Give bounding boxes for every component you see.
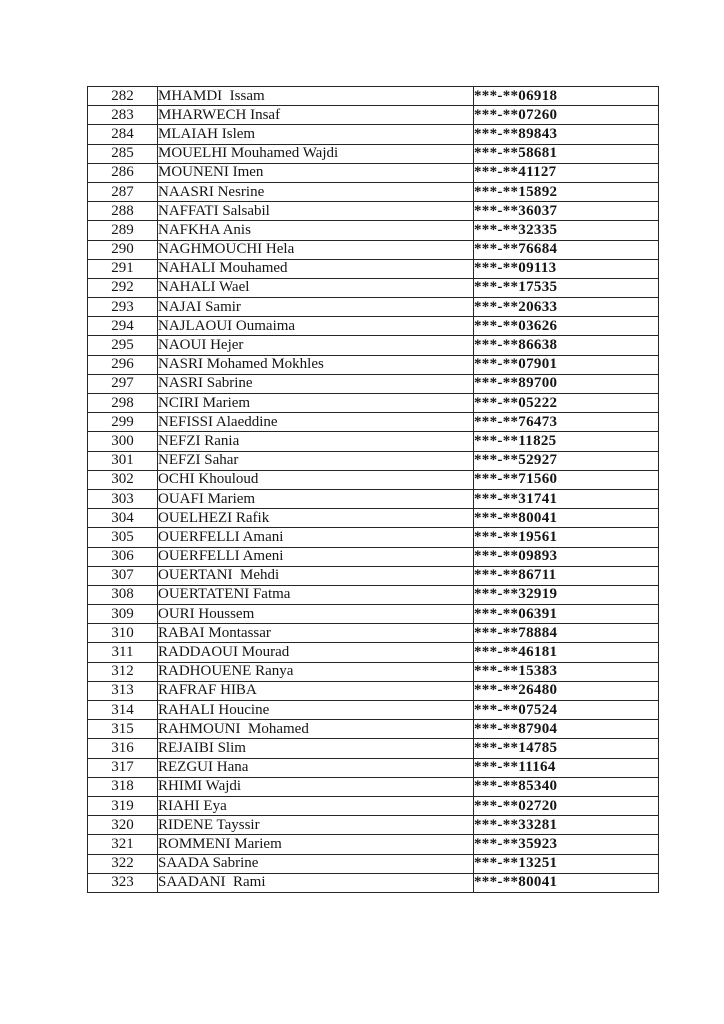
name-cell: MLAIAH Islem bbox=[158, 125, 474, 144]
masked-id-cell: ***-**15383 bbox=[474, 662, 659, 681]
masked-id-cell: ***-**32919 bbox=[474, 585, 659, 604]
row-number-cell: 286 bbox=[88, 163, 158, 182]
row-number-cell: 323 bbox=[88, 873, 158, 892]
name-cell: NAGHMOUCHI Hela bbox=[158, 240, 474, 259]
table-row bbox=[88, 202, 659, 221]
row-number-cell: 294 bbox=[88, 317, 158, 336]
name-cell: OUELHEZI Rafik bbox=[158, 509, 474, 528]
table-row bbox=[88, 835, 659, 854]
name-cell: RHIMI Wajdi bbox=[158, 777, 474, 796]
name-cell: SAADANI Rami bbox=[158, 873, 474, 892]
row-number-cell: 316 bbox=[88, 739, 158, 758]
masked-id-cell: ***-**76473 bbox=[474, 413, 659, 432]
masked-id-cell: ***-**89843 bbox=[474, 125, 659, 144]
masked-id-cell: ***-**07901 bbox=[474, 355, 659, 374]
table-row bbox=[88, 374, 659, 393]
row-number-cell: 321 bbox=[88, 835, 158, 854]
name-cell: OUERFELLI Ameni bbox=[158, 547, 474, 566]
roster-body bbox=[88, 87, 659, 893]
table-row bbox=[88, 259, 659, 278]
table-row bbox=[88, 566, 659, 585]
masked-id-cell: ***-**86638 bbox=[474, 336, 659, 355]
table-row bbox=[88, 451, 659, 470]
table-row bbox=[88, 278, 659, 297]
row-number-cell: 306 bbox=[88, 547, 158, 566]
masked-id-cell: ***-**15892 bbox=[474, 182, 659, 201]
name-cell: RADDAOUI Mourad bbox=[158, 643, 474, 662]
table-row bbox=[88, 509, 659, 528]
table-row bbox=[88, 470, 659, 489]
name-cell: OUERTANI Mehdi bbox=[158, 566, 474, 585]
masked-id-cell: ***-**11825 bbox=[474, 432, 659, 451]
row-number-cell: 317 bbox=[88, 758, 158, 777]
row-number-cell: 288 bbox=[88, 202, 158, 221]
row-number-cell: 313 bbox=[88, 681, 158, 700]
masked-id-cell: ***-**09113 bbox=[474, 259, 659, 278]
masked-id-cell: ***-**17535 bbox=[474, 278, 659, 297]
row-number-cell: 311 bbox=[88, 643, 158, 662]
row-number-cell: 297 bbox=[88, 374, 158, 393]
masked-id-cell: ***-**80041 bbox=[474, 873, 659, 892]
masked-id-cell: ***-**26480 bbox=[474, 681, 659, 700]
row-number-cell: 293 bbox=[88, 298, 158, 317]
row-number-cell: 282 bbox=[88, 87, 158, 106]
masked-id-cell: ***-**36037 bbox=[474, 202, 659, 221]
table-row bbox=[88, 873, 659, 892]
name-cell: RAHMOUNI Mohamed bbox=[158, 720, 474, 739]
table-row bbox=[88, 585, 659, 604]
masked-id-cell: ***-**33281 bbox=[474, 816, 659, 835]
name-cell: NAHALI Mouhamed bbox=[158, 259, 474, 278]
name-cell: NASRI Sabrine bbox=[158, 374, 474, 393]
name-cell: NAFFATI Salsabil bbox=[158, 202, 474, 221]
row-number-cell: 319 bbox=[88, 796, 158, 815]
name-cell: OCHI Khouloud bbox=[158, 470, 474, 489]
masked-id-cell: ***-**35923 bbox=[474, 835, 659, 854]
table-row bbox=[88, 528, 659, 547]
name-cell: RIAHI Eya bbox=[158, 796, 474, 815]
masked-id-cell: ***-**06918 bbox=[474, 87, 659, 106]
table-row bbox=[88, 701, 659, 720]
name-cell: NAOUI Hejer bbox=[158, 336, 474, 355]
masked-id-cell: ***-**78884 bbox=[474, 624, 659, 643]
table-row bbox=[88, 317, 659, 336]
table-row bbox=[88, 489, 659, 508]
table-row bbox=[88, 432, 659, 451]
masked-id-cell: ***-**41127 bbox=[474, 163, 659, 182]
name-cell: NEFZI Rania bbox=[158, 432, 474, 451]
name-cell: NAASRI Nesrine bbox=[158, 182, 474, 201]
name-cell: NASRI Mohamed Mokhles bbox=[158, 355, 474, 374]
row-number-cell: 312 bbox=[88, 662, 158, 681]
row-number-cell: 283 bbox=[88, 106, 158, 125]
table-row bbox=[88, 182, 659, 201]
masked-id-cell: ***-**58681 bbox=[474, 144, 659, 163]
row-number-cell: 303 bbox=[88, 489, 158, 508]
masked-id-cell: ***-**52927 bbox=[474, 451, 659, 470]
masked-id-cell: ***-**06391 bbox=[474, 605, 659, 624]
masked-id-cell: ***-**02720 bbox=[474, 796, 659, 815]
row-number-cell: 291 bbox=[88, 259, 158, 278]
row-number-cell: 296 bbox=[88, 355, 158, 374]
name-cell: REJAIBI Slim bbox=[158, 739, 474, 758]
row-number-cell: 320 bbox=[88, 816, 158, 835]
row-number-cell: 304 bbox=[88, 509, 158, 528]
name-cell: RIDENE Tayssir bbox=[158, 816, 474, 835]
name-cell: MOUNENI Imen bbox=[158, 163, 474, 182]
row-number-cell: 295 bbox=[88, 336, 158, 355]
row-number-cell: 292 bbox=[88, 278, 158, 297]
masked-id-cell: ***-**03626 bbox=[474, 317, 659, 336]
name-cell: NAHALI Wael bbox=[158, 278, 474, 297]
table-row bbox=[88, 643, 659, 662]
table-row bbox=[88, 547, 659, 566]
name-cell: NAJLAOUI Oumaima bbox=[158, 317, 474, 336]
name-cell: MHAMDI Issam bbox=[158, 87, 474, 106]
row-number-cell: 310 bbox=[88, 624, 158, 643]
name-cell: REZGUI Hana bbox=[158, 758, 474, 777]
table-row bbox=[88, 240, 659, 259]
table-row bbox=[88, 796, 659, 815]
table-row bbox=[88, 777, 659, 796]
table-row bbox=[88, 394, 659, 413]
name-cell: OUERTATENI Fatma bbox=[158, 585, 474, 604]
masked-id-cell: ***-**14785 bbox=[474, 739, 659, 758]
table-row bbox=[88, 221, 659, 240]
table-row bbox=[88, 854, 659, 873]
row-number-cell: 300 bbox=[88, 432, 158, 451]
row-number-cell: 287 bbox=[88, 182, 158, 201]
row-number-cell: 284 bbox=[88, 125, 158, 144]
row-number-cell: 302 bbox=[88, 470, 158, 489]
table-row bbox=[88, 758, 659, 777]
name-cell: NEFZI Sahar bbox=[158, 451, 474, 470]
name-cell: RADHOUENE Ranya bbox=[158, 662, 474, 681]
name-cell: RABAI Montassar bbox=[158, 624, 474, 643]
masked-id-cell: ***-**20633 bbox=[474, 298, 659, 317]
row-number-cell: 290 bbox=[88, 240, 158, 259]
row-number-cell: 301 bbox=[88, 451, 158, 470]
table-row bbox=[88, 739, 659, 758]
name-cell: NCIRI Mariem bbox=[158, 394, 474, 413]
masked-id-cell: ***-**85340 bbox=[474, 777, 659, 796]
table-row bbox=[88, 605, 659, 624]
row-number-cell: 285 bbox=[88, 144, 158, 163]
roster-table bbox=[87, 86, 659, 893]
table-row bbox=[88, 681, 659, 700]
table-row bbox=[88, 720, 659, 739]
table-row bbox=[88, 662, 659, 681]
masked-id-cell: ***-**13251 bbox=[474, 854, 659, 873]
masked-id-cell: ***-**19561 bbox=[474, 528, 659, 547]
name-cell: NAFKHA Anis bbox=[158, 221, 474, 240]
name-cell: NAJAI Samir bbox=[158, 298, 474, 317]
row-number-cell: 289 bbox=[88, 221, 158, 240]
table-row bbox=[88, 106, 659, 125]
row-number-cell: 298 bbox=[88, 394, 158, 413]
masked-id-cell: ***-**76684 bbox=[474, 240, 659, 259]
masked-id-cell: ***-**46181 bbox=[474, 643, 659, 662]
masked-id-cell: ***-**05222 bbox=[474, 394, 659, 413]
table-row bbox=[88, 163, 659, 182]
row-number-cell: 314 bbox=[88, 701, 158, 720]
table-row bbox=[88, 624, 659, 643]
table-row bbox=[88, 355, 659, 374]
row-number-cell: 308 bbox=[88, 585, 158, 604]
name-cell: RAFRAF HIBA bbox=[158, 681, 474, 700]
name-cell: MOUELHI Mouhamed Wajdi bbox=[158, 144, 474, 163]
name-cell: OUAFI Mariem bbox=[158, 489, 474, 508]
masked-id-cell: ***-**07260 bbox=[474, 106, 659, 125]
name-cell: OUERFELLI Amani bbox=[158, 528, 474, 547]
table-row bbox=[88, 125, 659, 144]
row-number-cell: 318 bbox=[88, 777, 158, 796]
row-number-cell: 322 bbox=[88, 854, 158, 873]
table-row bbox=[88, 144, 659, 163]
masked-id-cell: ***-**09893 bbox=[474, 547, 659, 566]
name-cell: ROMMENI Mariem bbox=[158, 835, 474, 854]
masked-id-cell: ***-**87904 bbox=[474, 720, 659, 739]
table-row bbox=[88, 87, 659, 106]
table-row bbox=[88, 816, 659, 835]
masked-id-cell: ***-**80041 bbox=[474, 509, 659, 528]
row-number-cell: 315 bbox=[88, 720, 158, 739]
table-row bbox=[88, 413, 659, 432]
table-row bbox=[88, 336, 659, 355]
name-cell: NEFISSI Alaeddine bbox=[158, 413, 474, 432]
name-cell: SAADA Sabrine bbox=[158, 854, 474, 873]
row-number-cell: 299 bbox=[88, 413, 158, 432]
row-number-cell: 305 bbox=[88, 528, 158, 547]
masked-id-cell: ***-**89700 bbox=[474, 374, 659, 393]
masked-id-cell: ***-**31741 bbox=[474, 489, 659, 508]
masked-id-cell: ***-**71560 bbox=[474, 470, 659, 489]
masked-id-cell: ***-**86711 bbox=[474, 566, 659, 585]
masked-id-cell: ***-**07524 bbox=[474, 701, 659, 720]
name-cell: OURI Houssem bbox=[158, 605, 474, 624]
masked-id-cell: ***-**32335 bbox=[474, 221, 659, 240]
row-number-cell: 309 bbox=[88, 605, 158, 624]
name-cell: RAHALI Houcine bbox=[158, 701, 474, 720]
name-cell: MHARWECH Insaf bbox=[158, 106, 474, 125]
masked-id-cell: ***-**11164 bbox=[474, 758, 659, 777]
table-row bbox=[88, 298, 659, 317]
row-number-cell: 307 bbox=[88, 566, 158, 585]
